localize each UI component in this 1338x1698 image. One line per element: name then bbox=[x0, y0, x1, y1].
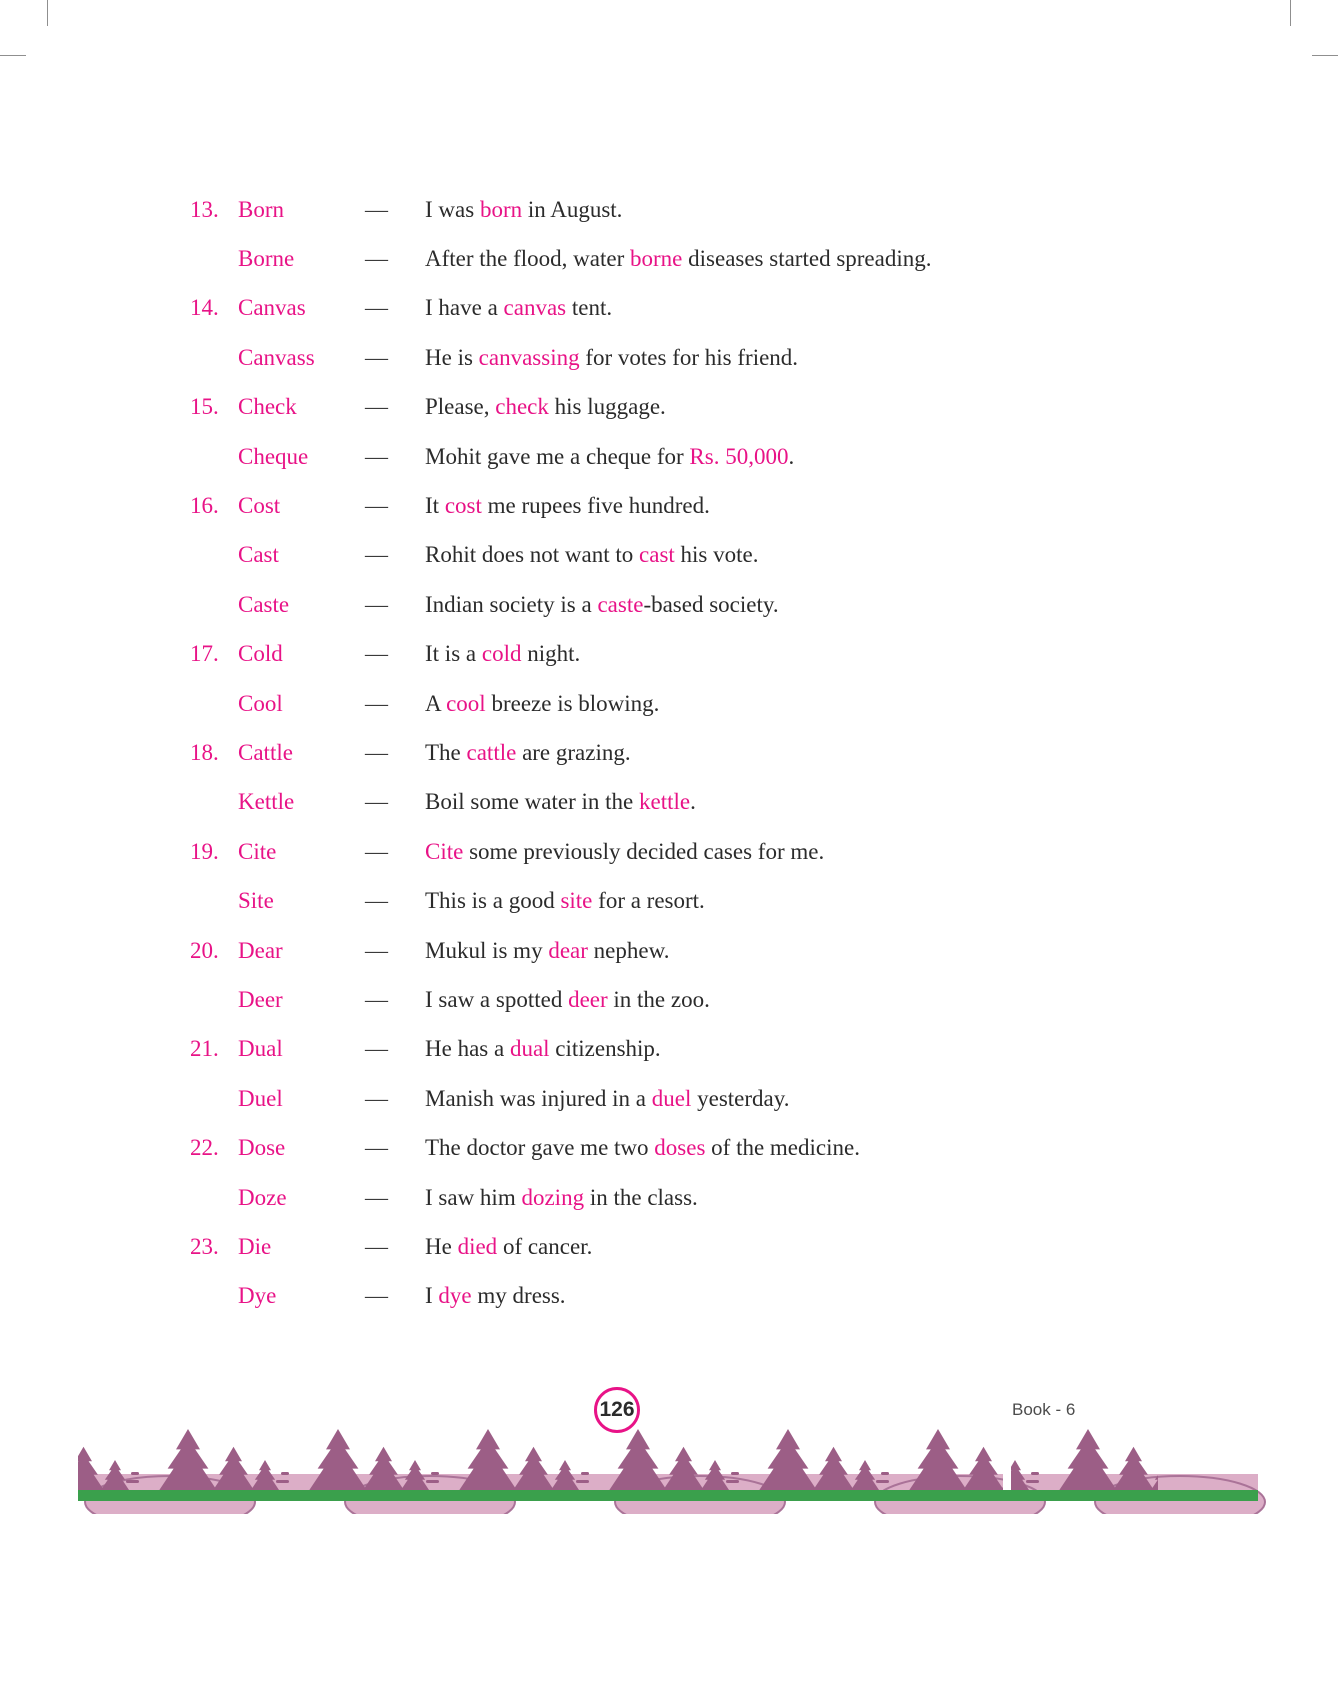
row-word: Cast bbox=[238, 542, 279, 568]
highlight-word: duel bbox=[651, 1085, 692, 1111]
row-dash: — bbox=[365, 1085, 388, 1111]
word-row bbox=[190, 728, 1258, 777]
word-row bbox=[190, 876, 1258, 925]
row-dash: — bbox=[365, 443, 388, 469]
row-number: 20. bbox=[190, 937, 219, 963]
highlight-word: dye bbox=[438, 1283, 472, 1309]
word-row bbox=[190, 1123, 1258, 1172]
sentence-text: citizenship. bbox=[549, 1036, 661, 1062]
highlight-word: borne bbox=[630, 246, 683, 272]
footer-gap bbox=[1003, 1390, 1011, 1490]
sentence-text: After the flood, water bbox=[425, 246, 631, 272]
row-word: Dye bbox=[238, 1283, 277, 1309]
row-word: Born bbox=[238, 196, 284, 222]
row-number: 19. bbox=[190, 838, 219, 864]
sentence-text: I bbox=[425, 1283, 439, 1309]
word-row bbox=[190, 778, 1258, 827]
sentence-text: The doctor gave me two bbox=[425, 1135, 655, 1161]
row-dash: — bbox=[365, 196, 388, 222]
row-word: Check bbox=[238, 394, 297, 420]
sentence-text: It bbox=[425, 493, 445, 519]
row-number: 21. bbox=[190, 1036, 219, 1062]
crop-mark-top-left-horizontal bbox=[0, 55, 26, 56]
word-row bbox=[190, 1074, 1258, 1123]
word-row bbox=[190, 1272, 1258, 1321]
row-sentence bbox=[425, 197, 1258, 223]
sentence-text: He is bbox=[425, 344, 479, 370]
sentence-text: are grazing. bbox=[516, 739, 631, 765]
sentence-text: breeze is blowing. bbox=[485, 690, 660, 716]
row-word: Dose bbox=[238, 1135, 286, 1161]
highlight-word: born bbox=[479, 196, 523, 222]
row-number: 15. bbox=[190, 394, 219, 420]
word-row bbox=[190, 1025, 1258, 1074]
row-number: 18. bbox=[190, 739, 219, 765]
word-row bbox=[190, 975, 1258, 1024]
row-number: 16. bbox=[190, 493, 219, 519]
sentence-text: of cancer. bbox=[497, 1233, 593, 1259]
sentence-text: Mohit gave me a cheque for bbox=[425, 443, 690, 469]
row-word: Dual bbox=[238, 1036, 283, 1062]
row-word: Cost bbox=[238, 493, 281, 519]
row-sentence bbox=[425, 987, 1258, 1013]
sentence-text: I saw him bbox=[425, 1184, 522, 1210]
row-dash: — bbox=[365, 542, 388, 568]
highlight-word: caste bbox=[597, 591, 644, 617]
word-row bbox=[190, 827, 1258, 876]
row-word: Deer bbox=[238, 986, 283, 1012]
row-dash: — bbox=[365, 1184, 388, 1210]
word-row bbox=[190, 333, 1258, 382]
sentence-text: -based society. bbox=[643, 591, 779, 617]
row-sentence bbox=[425, 542, 1258, 568]
sentence-text: A bbox=[425, 690, 447, 716]
row-dash: — bbox=[365, 1283, 388, 1309]
sentence-text: yesterday. bbox=[691, 1085, 790, 1111]
row-sentence bbox=[425, 394, 1258, 420]
row-number: 14. bbox=[190, 295, 219, 321]
row-sentence bbox=[425, 641, 1258, 667]
row-sentence bbox=[425, 839, 1258, 865]
sentence-text: some previously decided cases for me. bbox=[463, 838, 825, 864]
word-row bbox=[190, 432, 1258, 481]
highlight-word: cold bbox=[481, 641, 522, 667]
sentence-text: I saw a spotted bbox=[425, 986, 569, 1012]
row-word: Caste bbox=[238, 591, 290, 617]
sentence-text: He has a bbox=[425, 1036, 510, 1062]
sentence-text: The bbox=[425, 739, 467, 765]
sentence-text: nephew. bbox=[587, 937, 670, 963]
word-row bbox=[190, 383, 1258, 432]
row-word: Cite bbox=[238, 838, 277, 864]
row-sentence bbox=[425, 1036, 1258, 1062]
row-dash: — bbox=[365, 394, 388, 420]
row-sentence bbox=[425, 1185, 1258, 1211]
sentence-text: for a resort. bbox=[592, 888, 705, 914]
book-label: Book - 6 bbox=[1012, 1400, 1076, 1419]
sentence-text: his vote. bbox=[674, 542, 759, 568]
crop-mark-top-right-horizontal bbox=[1312, 55, 1338, 56]
row-dash: — bbox=[365, 1233, 388, 1259]
highlight-word: cool bbox=[446, 690, 486, 716]
word-row bbox=[190, 185, 1258, 234]
sentence-text: his luggage. bbox=[548, 394, 666, 420]
highlight-word: dual bbox=[509, 1036, 550, 1062]
row-dash: — bbox=[365, 641, 388, 667]
row-word: Cold bbox=[238, 641, 283, 667]
word-row bbox=[190, 531, 1258, 580]
crop-mark-top-left-vertical bbox=[47, 0, 48, 26]
row-word: Doze bbox=[238, 1184, 287, 1210]
sentence-text: in the class. bbox=[584, 1184, 698, 1210]
row-dash: — bbox=[365, 838, 388, 864]
sentence-text: It is a bbox=[425, 641, 482, 667]
sentence-text: Please, bbox=[425, 394, 496, 420]
highlight-word: cost bbox=[444, 493, 482, 519]
green-strip bbox=[78, 1490, 1258, 1501]
sentence-text: diseases started spreading. bbox=[682, 246, 932, 272]
row-number: 17. bbox=[190, 641, 219, 667]
word-row bbox=[190, 284, 1258, 333]
row-word: Cattle bbox=[238, 739, 293, 765]
crop-mark-top-right-vertical bbox=[1290, 0, 1291, 26]
highlight-word: dozing bbox=[521, 1184, 585, 1210]
row-sentence bbox=[425, 1135, 1258, 1161]
highlight-word: Rs. 50,000 bbox=[689, 443, 789, 469]
sentence-text: Rohit does not want to bbox=[425, 542, 640, 568]
sentence-text: . bbox=[690, 789, 696, 815]
row-word: Cheque bbox=[238, 443, 309, 469]
row-word: Dear bbox=[238, 937, 283, 963]
row-sentence bbox=[425, 246, 1258, 272]
row-sentence bbox=[425, 1086, 1258, 1112]
row-word: Die bbox=[238, 1233, 272, 1259]
row-sentence bbox=[425, 938, 1258, 964]
highlight-word: deer bbox=[568, 986, 608, 1012]
highlight-word: canvas bbox=[503, 295, 567, 321]
sentence-text: in August. bbox=[522, 196, 623, 222]
sentence-text: tent. bbox=[566, 295, 613, 321]
row-dash: — bbox=[365, 888, 388, 914]
sentence-text: Indian society is a bbox=[425, 591, 598, 617]
row-word: Borne bbox=[238, 246, 295, 272]
row-sentence bbox=[425, 295, 1258, 321]
row-word: Kettle bbox=[238, 789, 295, 815]
row-dash: — bbox=[365, 1036, 388, 1062]
sentence-text: I was bbox=[425, 196, 480, 222]
row-dash: — bbox=[365, 591, 388, 617]
sentence-text: me rupees five hundred. bbox=[481, 493, 710, 519]
row-dash: — bbox=[365, 1135, 388, 1161]
highlight-word: died bbox=[457, 1233, 498, 1259]
sentence-text: Manish was injured in a bbox=[425, 1085, 652, 1111]
sentence-text: This is a good bbox=[425, 888, 561, 914]
row-sentence bbox=[425, 345, 1258, 371]
row-dash: — bbox=[365, 246, 388, 272]
row-dash: — bbox=[365, 739, 388, 765]
row-word: Canvas bbox=[238, 295, 306, 321]
word-row bbox=[190, 1173, 1258, 1222]
page-number: 126 bbox=[599, 1398, 635, 1421]
word-list bbox=[190, 185, 1258, 1321]
sentence-text: my dress. bbox=[471, 1283, 566, 1309]
row-sentence bbox=[425, 1234, 1258, 1260]
highlight-word: cast bbox=[639, 542, 675, 568]
highlight-word: site bbox=[560, 888, 593, 914]
sentence-text: for votes for his friend. bbox=[579, 344, 799, 370]
sentence-text: Mukul is my bbox=[425, 937, 549, 963]
highlight-word: kettle bbox=[639, 789, 691, 815]
sentence-text: of the medicine. bbox=[705, 1135, 860, 1161]
row-sentence bbox=[425, 888, 1258, 914]
row-dash: — bbox=[365, 295, 388, 321]
row-number: 13. bbox=[190, 196, 219, 222]
row-dash: — bbox=[365, 493, 388, 519]
row-word: Cool bbox=[238, 690, 283, 716]
sentence-text: in the zoo. bbox=[607, 986, 710, 1012]
word-row bbox=[190, 926, 1258, 975]
word-row bbox=[190, 481, 1258, 530]
footer-forest-art bbox=[0, 1390, 1338, 1514]
row-sentence bbox=[425, 789, 1258, 815]
row-sentence bbox=[425, 592, 1258, 618]
word-row bbox=[190, 1222, 1258, 1271]
highlight-word: canvassing bbox=[478, 344, 580, 370]
sentence-text: . bbox=[788, 443, 795, 469]
row-dash: — bbox=[365, 789, 388, 815]
highlight-word: check bbox=[495, 394, 549, 420]
row-dash: — bbox=[365, 690, 388, 716]
highlight-word: Cite bbox=[425, 838, 464, 864]
sentence-text: He bbox=[425, 1233, 458, 1259]
highlight-word: cattle bbox=[466, 739, 517, 765]
page-number-badge bbox=[594, 1387, 640, 1433]
word-row bbox=[190, 234, 1258, 283]
row-number: 23. bbox=[190, 1233, 219, 1259]
word-row bbox=[190, 679, 1258, 728]
row-word: Site bbox=[238, 888, 274, 914]
sentence-text: Boil some water in the bbox=[425, 789, 639, 815]
sentence-text: I have a bbox=[425, 295, 504, 321]
sentence-text: night. bbox=[521, 641, 581, 667]
row-dash: — bbox=[365, 986, 388, 1012]
word-row bbox=[190, 580, 1258, 629]
row-word: Canvass bbox=[238, 344, 315, 370]
row-sentence bbox=[425, 444, 1258, 470]
row-sentence bbox=[425, 1283, 1258, 1309]
row-sentence bbox=[425, 493, 1258, 519]
row-sentence bbox=[425, 740, 1258, 766]
row-dash: — bbox=[365, 937, 388, 963]
word-row bbox=[190, 630, 1258, 679]
row-word: Duel bbox=[238, 1085, 283, 1111]
row-sentence bbox=[425, 691, 1258, 717]
highlight-word: doses bbox=[654, 1135, 706, 1161]
row-dash: — bbox=[365, 344, 388, 370]
highlight-word: dear bbox=[548, 937, 588, 963]
row-number: 22. bbox=[190, 1135, 219, 1161]
